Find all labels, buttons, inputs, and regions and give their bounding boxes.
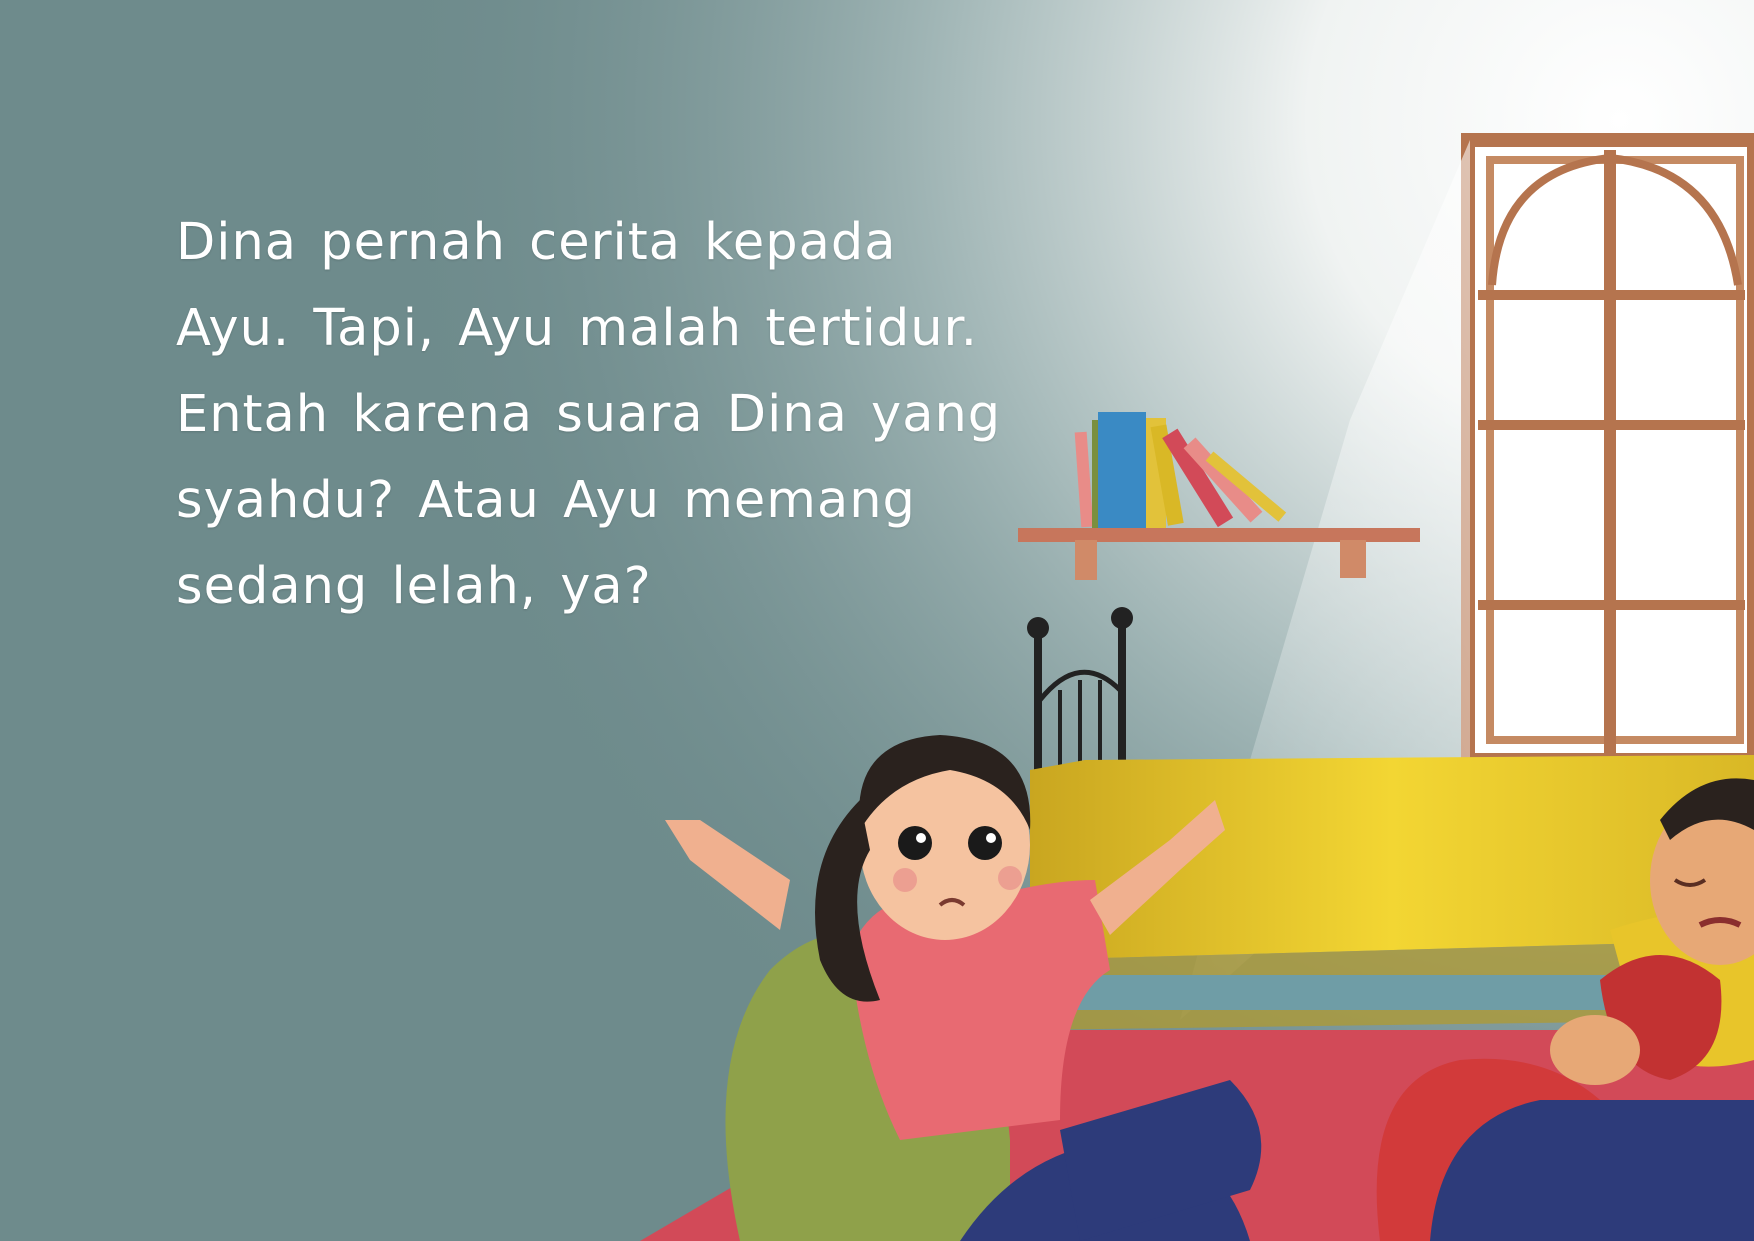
story-line: Dina pernah cerita kepada <box>176 213 897 272</box>
window <box>1468 140 1754 760</box>
story-line: Entah karena suara Dina yang <box>176 385 1002 444</box>
story-text <box>176 200 1002 630</box>
story-line: syahdu? Atau Ayu memang <box>176 471 916 530</box>
story-line: Ayu. Tapi, Ayu malah tertidur. <box>176 299 979 358</box>
story-line: sedang lelah, ya? <box>176 557 652 616</box>
